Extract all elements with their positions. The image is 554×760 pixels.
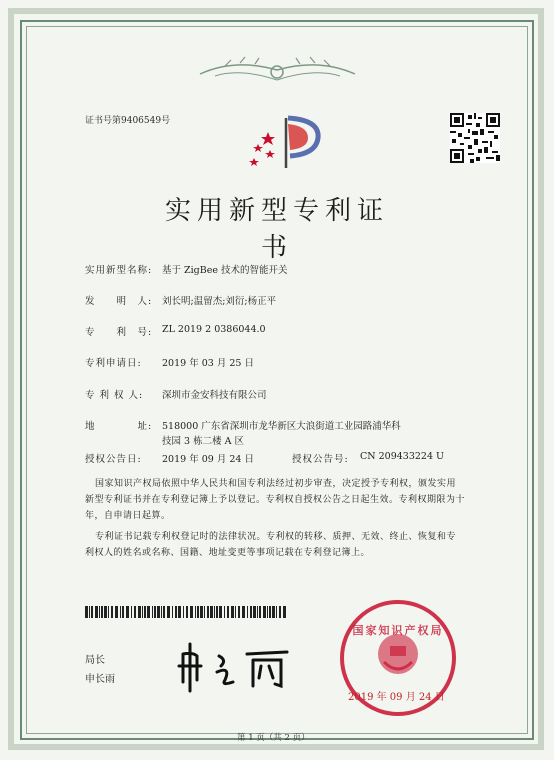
grant-number-label: 授权公告号: xyxy=(292,454,349,465)
statement-paragraph-2-line-2: 利权人的姓名或名称、国籍、地址变更等事项记载在专利登记簿上。 xyxy=(85,548,371,558)
certificate-title: 实用新型专利证书 xyxy=(164,196,389,263)
grant-number-value: CN 209433224 U xyxy=(360,451,445,462)
field-label-filing-date: 专利申请日: xyxy=(85,358,142,369)
director-name: 申长雨 xyxy=(85,674,115,685)
field-value-name: 基于 ZigBee 技术的智能开关 xyxy=(162,265,288,276)
field-label-address: 地 址: xyxy=(85,421,153,432)
field-value-address-line1: 518000 广东省深圳市龙华新区大浪街道工业园路浦华科 xyxy=(162,421,401,432)
seal-text: 国家知识产权局 xyxy=(352,624,444,637)
grant-date-label: 授权公告日: xyxy=(85,454,142,465)
page-footer: 第 1 页（共 2 页） xyxy=(237,733,310,743)
director-title: 局长 xyxy=(85,655,105,666)
field-label-name: 实用新型名称: xyxy=(85,265,153,276)
field-label-patent-no: 专 利 号: xyxy=(85,327,153,338)
handwritten-signature xyxy=(175,636,305,696)
statement-paragraph-2-line-1: 专利证书记载专利权登记时的法律状况。专利权的转移、质押、无效、终止、恢复和专 xyxy=(95,532,457,542)
statement-paragraph-1-line-2: 新型专利证书并在专利登记簿上予以登记。专利权自授权公告之日起生效。专利权期限为十 xyxy=(85,495,466,505)
field-value-patent-no: ZL 2019 2 0386044.0 xyxy=(162,324,266,335)
field-value-address-line2: 技园 3 栋二楼 A 区 xyxy=(162,436,244,447)
field-label-inventor: 发 明 人: xyxy=(85,296,153,307)
barcode-icon xyxy=(85,606,290,618)
cnipa-emblem-icon xyxy=(248,110,328,172)
statement-paragraph-1-line-3: 年，自申请日起算。 xyxy=(85,511,171,521)
qr-code-icon xyxy=(450,113,500,163)
statement-paragraph-1-line-1: 国家知识产权局依照中华人民共和国专利法经过初步审查，决定授予专利权，颁发实用 xyxy=(95,479,457,489)
seal-date: 2019 年 09 月 24 日 xyxy=(348,692,445,703)
field-value-patentee: 深圳市金安科技有限公司 xyxy=(162,390,267,401)
grant-date-value: 2019 年 09 月 24 日 xyxy=(162,454,254,465)
certificate-number: 证书号第9406549号 xyxy=(85,116,171,126)
field-label-patentee: 专 利 权 人: xyxy=(85,390,144,401)
laurel-ornament-icon xyxy=(195,54,360,88)
field-value-filing-date: 2019 年 03 月 25 日 xyxy=(162,358,254,369)
field-value-inventor: 刘长明;温留杰;刘衍;杨正平 xyxy=(162,296,277,307)
